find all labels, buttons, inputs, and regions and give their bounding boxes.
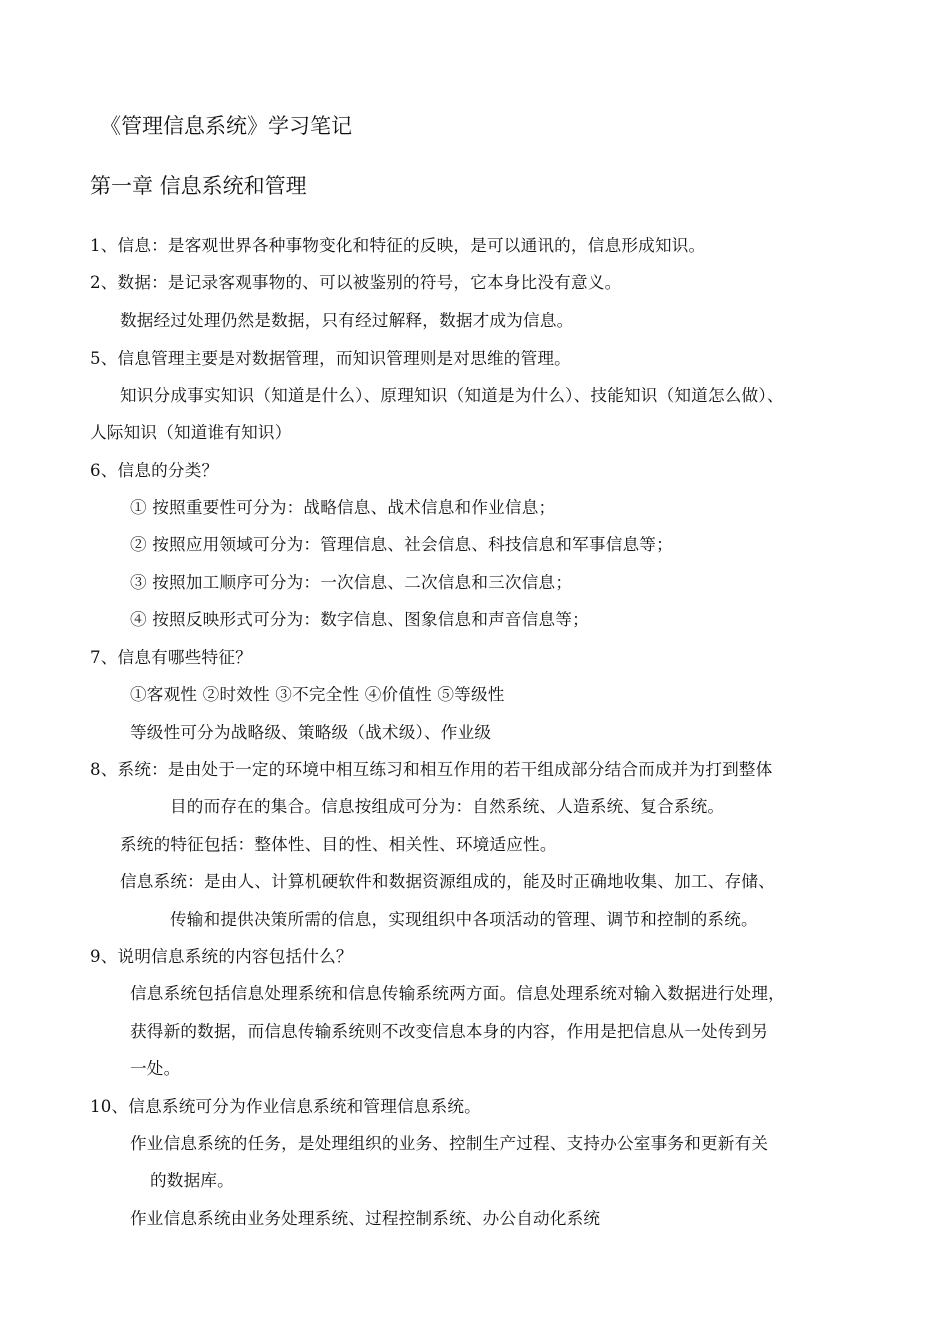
- note-line-9-answer-1: 信息系统包括信息处理系统和信息传输系统两方面。信息处理系统对输入数据进行处理，: [130, 984, 785, 1003]
- note-line-8: 8、系统：是由处于一定的环境中相互练习和相互作用的若干组成部分结合而成并为打到整体: [90, 760, 773, 779]
- chapter-title: 第一章 信息系统和管理: [90, 174, 307, 198]
- feature-list: ①客观性 ②时效性 ③不完全性 ④价值性 ⑤等级性: [130, 685, 505, 704]
- operation-system-task: 作业信息系统的任务，是处理组织的业务、控制生产过程、支持办公室事务和更新有关: [130, 1134, 769, 1153]
- note-line-9: 9、说明信息系统的内容包括什么？: [90, 947, 353, 966]
- note-line-9-answer-3: 一处。: [130, 1059, 181, 1078]
- note-line-6: 6、信息的分类？: [90, 461, 219, 480]
- note-line-9-answer-2: 获得新的数据，而信息传输系统则不改变信息本身的内容，作用是把信息从一处传到另: [130, 1022, 769, 1041]
- operation-system-task-continuation: 的数据库。: [150, 1171, 234, 1190]
- classification-item-3: ③ 按照加工顺序可分为：一次信息、二次信息和三次信息；: [130, 573, 573, 592]
- operation-system-components: 作业信息系统由业务处理系统、过程控制系统、办公自动化系统: [130, 1209, 601, 1228]
- document-title: 《管理信息系统》学习笔记: [100, 114, 352, 138]
- note-line-8-continuation: 目的而存在的集合。信息按组成可分为：自然系统、人造系统、复合系统。: [170, 797, 725, 816]
- information-system-definition: 信息系统：是由人、计算机硬软件和数据资源组成的，能及时正确地收集、加工、存储、: [120, 872, 775, 891]
- classification-item-1: ① 按照重要性可分为：战略信息、战术信息和作业信息；: [130, 498, 556, 517]
- system-features: 系统的特征包括：整体性、目的性、相关性、环境适应性。: [120, 835, 557, 854]
- note-line-5-detail: 知识分成事实知识（知道是什么）、原理知识（知道是为什么）、技能知识（知道怎么做）、: [120, 386, 784, 405]
- information-system-definition-continuation: 传输和提供决策所需的信息，实现组织中各项活动的管理、调节和控制的系统。: [170, 910, 758, 929]
- classification-item-2: ② 按照应用领域可分为：管理信息、社会信息、科技信息和军事信息等；: [130, 535, 673, 554]
- note-line-10: 10、信息系统可分为作业信息系统和管理信息系统。: [90, 1097, 481, 1116]
- note-line-7: 7、信息有哪些特征？: [90, 648, 252, 667]
- classification-item-4: ④ 按照反映形式可分为：数字信息、图象信息和声音信息等；: [130, 610, 589, 629]
- note-line-1: 1、信息：是客观世界各种事物变化和特征的反映，是可以通讯的，信息形成知识。: [90, 236, 706, 255]
- note-line-5: 5、信息管理主要是对数据管理，而知识管理则是对思维的管理。: [90, 349, 571, 368]
- level-detail: 等级性可分为战略级、策略级（战术级）、作业级: [130, 723, 492, 742]
- note-line-2: 2、数据：是记录客观事物的、可以被鉴别的符号，它本身比没有意义。: [90, 273, 622, 292]
- note-line-2-detail: 数据经过处理仍然是数据，只有经过解释，数据才成为信息。: [120, 311, 574, 330]
- note-line-5-continuation: 人际知识（知道谁有知识）: [90, 423, 292, 442]
